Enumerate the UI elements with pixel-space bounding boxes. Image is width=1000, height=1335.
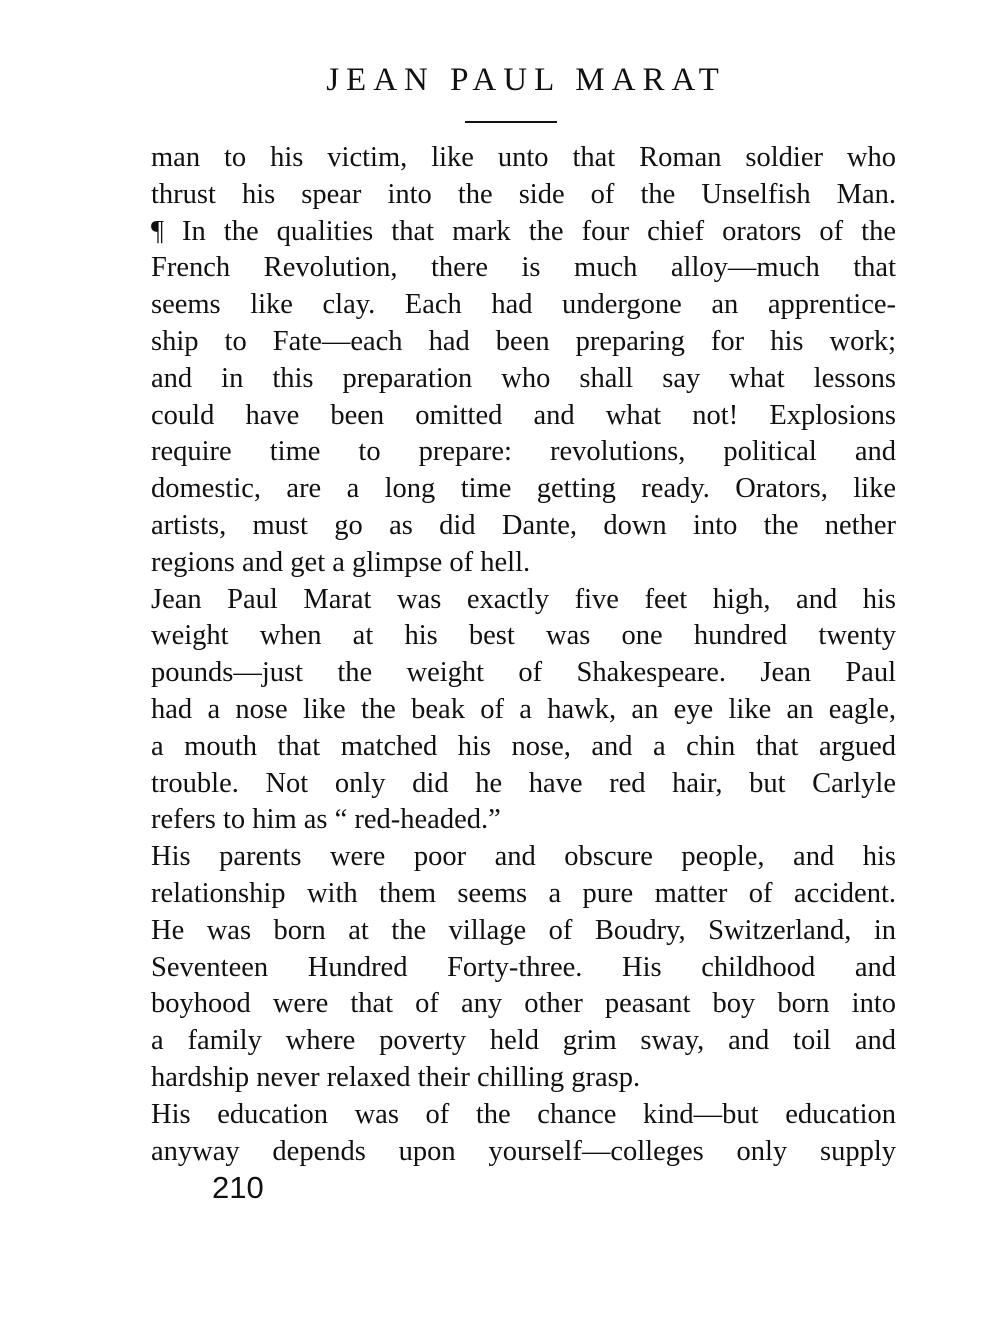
text-line: refers to him as “ red-headed.” [151,804,501,836]
text-line: relationship with them seems a pure matter of accident. [151,877,896,909]
text-line: a mouth that matched his nose, and a chin that argued [151,730,896,762]
text-line: man to his victim, like unto that Roman soldier who [151,142,896,173]
text-line: domestic, are a long time getting ready. Orators, like [151,473,896,505]
text-line: He was born at the village of Boudry, Switzerland, in [151,914,896,946]
body-text [151,140,896,1170]
text-line: Jean Paul Marat was exactly five feet high, and his [151,583,896,615]
text-line: weight when at his best was one hundred twenty [151,620,896,652]
head-rule [465,121,557,123]
text-line: had a nose like the beak of a hawk, an eye like an eagle, [151,693,896,725]
text-line: boyhood were that of any other peasant boy born into [151,988,896,1020]
text-line: regions and get a glimpse of hell. [151,546,531,578]
text-line: hardship never relaxed their chilling grasp. [151,1061,641,1093]
text-line: a family where poverty held grim sway, and toil and [151,1025,896,1057]
text-line: and in this preparation who shall say what lessons [151,362,896,394]
text-line: could have been omitted and what not! Explosions [151,399,896,431]
text-line: seems like clay. Each had undergone an apprentice- [151,289,896,321]
text-line: ¶ In the qualities that mark the four chief orators of the [151,215,896,247]
running-head: JEAN PAUL MARAT [326,62,726,98]
text-line: require time to prepare: revolutions, political and [151,436,896,468]
text-line: ship to Fate—each had been preparing for his work; [151,325,896,357]
text-line: trouble. Not only did he have red hair, but Carlyle [151,767,896,799]
text-line: pounds—just the weight of Shakespeare. Jean Paul [151,657,896,689]
text-line: artists, must go as did Dante, down into the nether [151,509,896,541]
text-line: Seventeen Hundred Forty-three. His childhood and [151,951,896,983]
page-number: 210 [212,1170,264,1205]
text-line: His education was of the chance kind—but education [151,1098,896,1130]
text-line: thrust his spear into the side of the Unselfish Man. [151,178,896,210]
text-line: French Revolution, there is much alloy—much that [151,252,896,284]
text-line: His parents were poor and obscure people, and his [151,841,896,873]
text-line: anyway depends upon yourself—colleges only supply [151,1135,896,1167]
